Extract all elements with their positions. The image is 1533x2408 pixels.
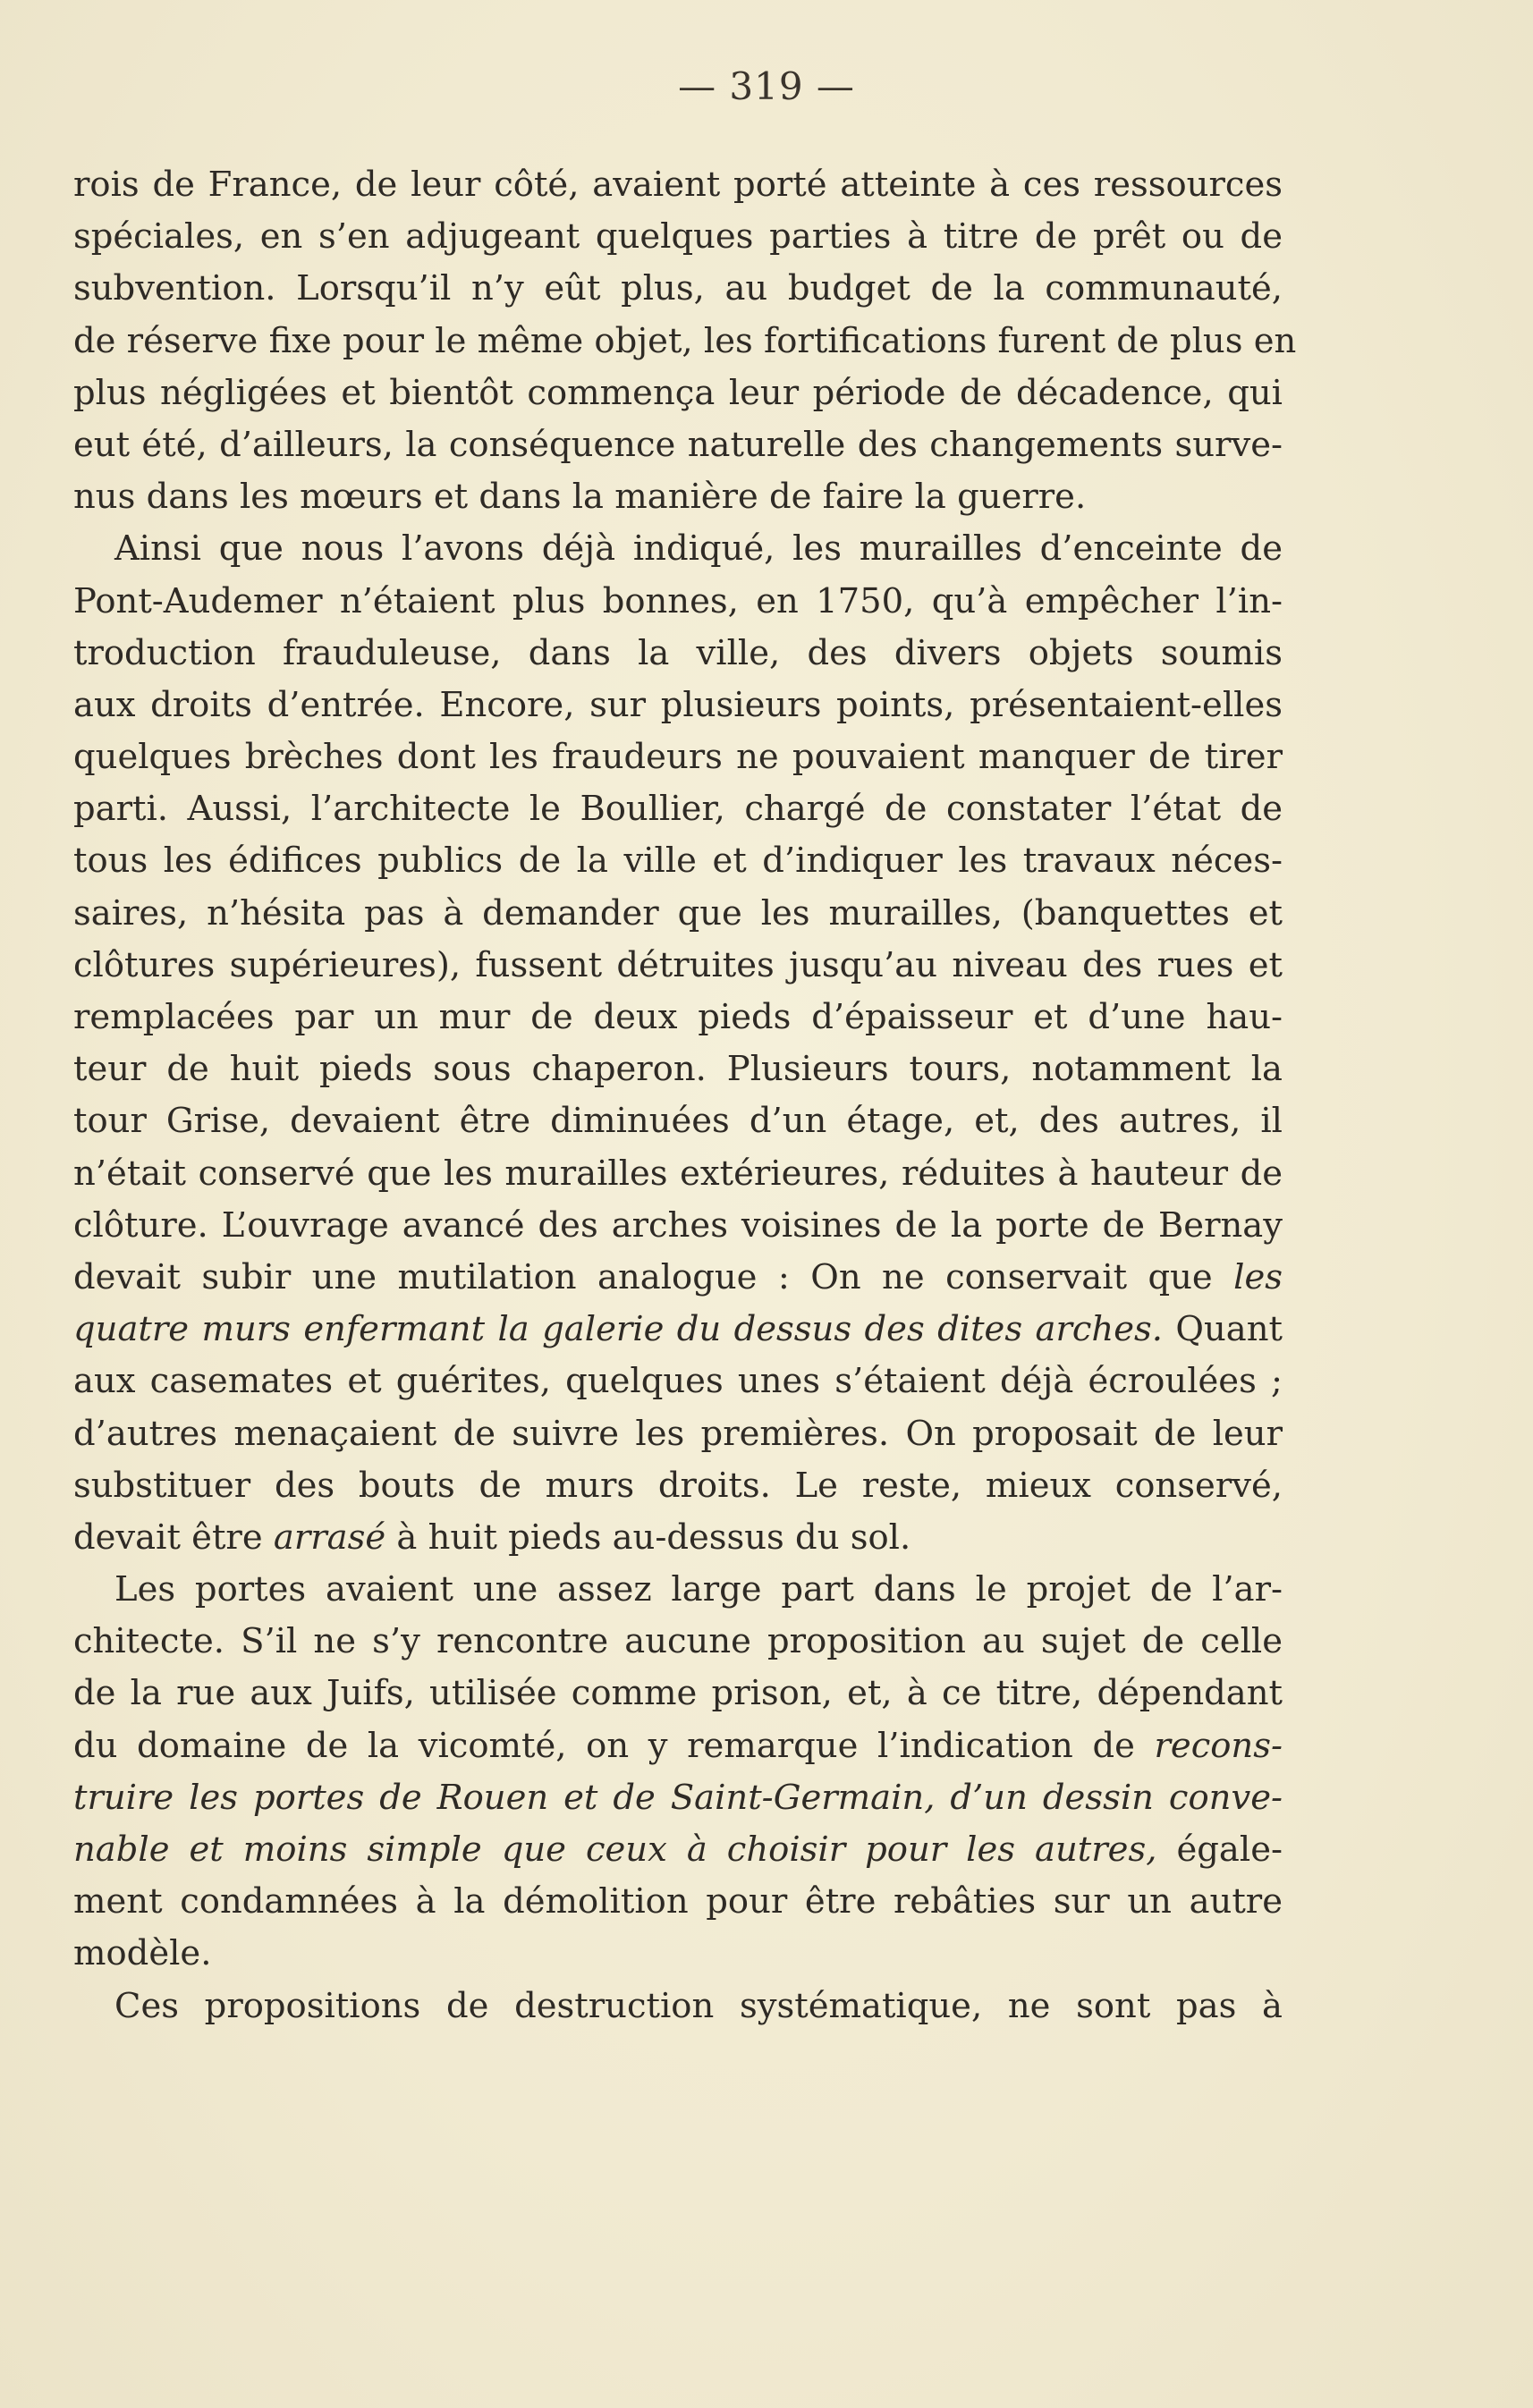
text-segment: du domaine de la vicomté, on y remarque l’indication de — [73, 1725, 1135, 1766]
text-line: Ainsi que nous l’avons déjà indiqué, les murailles d’enceinte de — [114, 528, 1283, 570]
text-segment: égale- — [1176, 1829, 1283, 1870]
text-line: spéciales, en s’en adjugeant quelques parties à titre de prêt ou de — [73, 216, 1283, 258]
text-line: rois de France, de leur côté, avaient porté atteinte à ces ressources — [73, 165, 1283, 205]
text-line — [73, 1720, 1283, 1772]
text-segment: Quant — [1175, 1309, 1283, 1350]
text-line: Ces propositions de destruction systématique, ne sont pas à — [114, 1985, 1283, 2026]
text-line: remplacées par un mur de deux pieds d’épaisseur et d’une hau- — [73, 997, 1283, 1037]
text-line: tour Grise, devaient être diminuées d’un étage, et, des autres, il — [73, 1101, 1283, 1142]
text-line — [73, 1772, 1283, 1824]
text-line: substituer des bouts de murs droits. Le reste, mieux conservé, — [73, 1465, 1283, 1506]
italic-text: nable et moins simple que ceux à choisir pour les autres, — [73, 1829, 1157, 1870]
text-segment: devait subir une mutilation analogue : On ne conservait que — [73, 1256, 1213, 1297]
text-line: aux casemates et guérites, quelques unes s’étaient déjà écroulées ; — [73, 1361, 1283, 1402]
text-line: teur de huit pieds sous chaperon. Plusieurs tours, notamment la — [73, 1049, 1283, 1090]
italic-text: quatre murs enfermant la galerie du dessus des dites arches. — [73, 1309, 1163, 1350]
text-line: chitecte. S’il ne s’y rencontre aucune proposition au sujet de celle — [73, 1621, 1283, 1662]
text-line: Pont-Audemer n’étaient plus bonnes, en 1750, qu’à empêcher l’in- — [73, 580, 1283, 621]
text-line: modèle. — [73, 1933, 212, 1974]
text-line — [73, 1824, 1283, 1876]
text-line: clôture. L’ouvrage avancé des arches voisines de la porte de Bernay — [73, 1204, 1283, 1246]
text-line: n’était conservé que les murailles extérieures, réduites à hauteur de — [73, 1153, 1283, 1194]
text-line: tous les édifices publics de la ville et d’indiquer les travaux néces- — [73, 841, 1283, 882]
body-text — [73, 159, 1297, 2032]
italic-text: les — [1233, 1256, 1283, 1297]
text-line: quelques brèches dont les fraudeurs ne pouvaient manquer de tirer — [73, 737, 1283, 778]
text-line: nus dans les mœurs et dans la manière de faire la guerre. — [73, 477, 1087, 518]
text-line: subvention. Lorsqu’il n’y eût plus, au budget de la communauté, — [73, 268, 1283, 309]
text-line: plus négligées et bientôt commença leur période de décadence, qui — [73, 372, 1283, 413]
text-line: ment condamnées à la démolition pour être rebâties sur un autre — [73, 1881, 1283, 1922]
text-line: troduction frauduleuse, dans la ville, des divers objets soumis — [73, 632, 1283, 673]
text-line: Les portes avaient une assez large part dans le projet de l’ar- — [114, 1569, 1283, 1610]
text-line: clôtures supérieures), fussent détruites jusqu’au niveau des rues et — [73, 944, 1283, 985]
text-line — [73, 1512, 1283, 1564]
text-line: de réserve fixe pour le même objet, les fortifications furent de plus en — [73, 320, 1297, 361]
italic-text: truire les portes de Rouen et de Saint-Germain, d’un dessin conve- — [73, 1777, 1283, 1818]
page-number: — 319 — — [678, 64, 855, 108]
text-segment: à huit pieds au-dessus du sol. — [396, 1517, 911, 1558]
italic-text: recons- — [1154, 1725, 1283, 1766]
text-line: saires, n’hésita pas à demander que les murailles, (banquettes et — [73, 892, 1283, 934]
text-line: aux droits d’entrée. Encore, sur plusieurs points, présentaient-elles — [73, 684, 1283, 725]
text-line — [73, 1252, 1283, 1304]
text-line: parti. Aussi, l’architecte le Boullier, chargé de constater l’état de — [73, 789, 1283, 830]
text-line: de la rue aux Juifs, utilisée comme prison, et, à ce titre, dépendant — [73, 1673, 1283, 1714]
text-line: eut été, d’ailleurs, la conséquence naturelle des changements surve- — [73, 424, 1283, 465]
italic-text: arrasé — [273, 1517, 386, 1558]
text-line — [73, 1304, 1283, 1356]
text-line: d’autres menaçaient de suivre les premières. On proposait de leur — [73, 1413, 1283, 1454]
text-segment: devait être — [73, 1517, 263, 1558]
